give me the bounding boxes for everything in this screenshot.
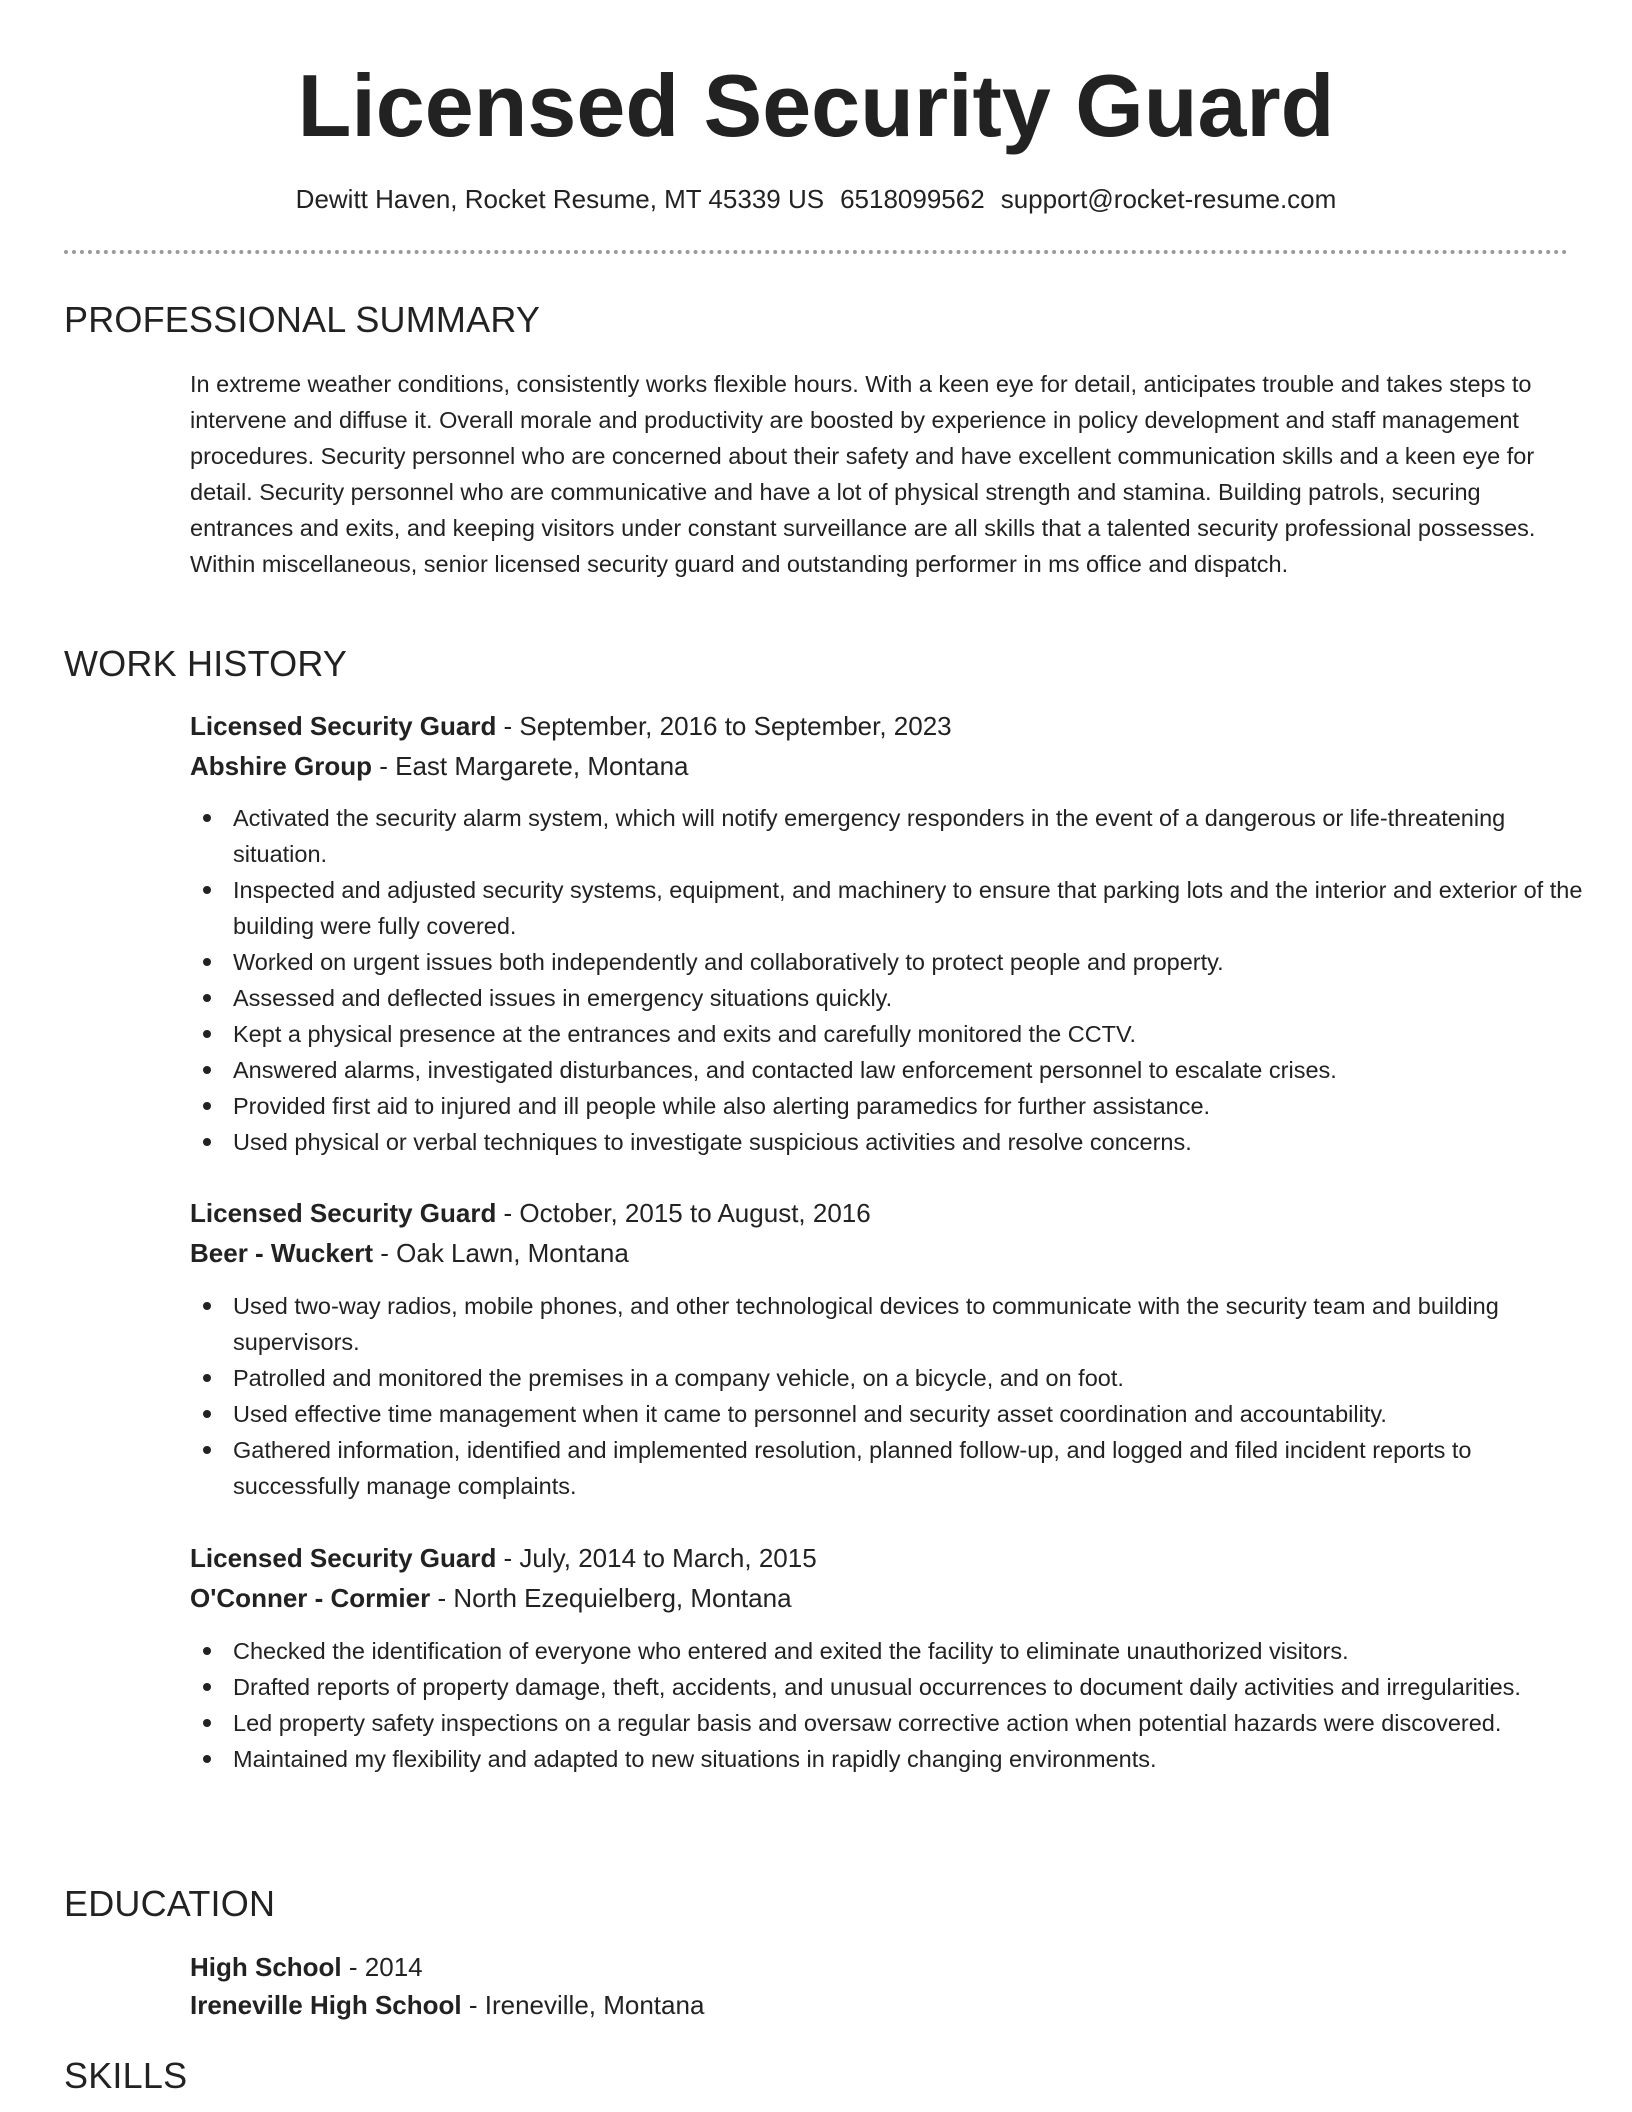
header-divider	[64, 250, 1568, 254]
list-item: Inspected and adjusted security systems, equipment, and machinery to ensure that parking lots and the interior and exterior of the building were fully covered.	[233, 872, 1603, 944]
list-item: Led property safety inspections on a regular basis and oversaw corrective action when potential hazards were discovered.	[233, 1705, 1603, 1741]
education-school: Ireneville High School	[190, 1990, 462, 2020]
list-item: Activated the security alarm system, which will notify emergency responders in the event of a dangerous or life-threatening situation.	[233, 800, 1603, 872]
section-title-education: EDUCATION	[64, 1883, 276, 1924]
job-company-line	[190, 749, 689, 783]
job-bullets	[190, 800, 1603, 1160]
job-dates: - September, 2016 to September, 2023	[496, 711, 952, 741]
job-title-line	[190, 1196, 871, 1230]
job-dates: - October, 2015 to August, 2016	[496, 1198, 871, 1228]
job-company: Abshire Group	[190, 751, 373, 781]
list-item: Used two-way radios, mobile phones, and other technological devices to communicate with the security team and building supervisors.	[233, 1288, 1603, 1360]
list-item: Answered alarms, investigated disturbances, and contacted law enforcement personnel to escalate crises.	[233, 1052, 1603, 1088]
contact-email: support@rocket-resume.com	[1000, 184, 1337, 214]
list-item: Gathered information, identified and implemented resolution, planned follow-up, and logged and filed incident reports to successfully manage complaints.	[233, 1432, 1603, 1504]
list-item: Kept a physical presence at the entrances and exits and carefully monitored the CCTV.	[233, 1016, 1603, 1052]
resume-name: Licensed Security Guard	[297, 56, 1335, 155]
education-year: - 2014	[341, 1952, 423, 1982]
list-item: Worked on urgent issues both independently and collaboratively to protect people and property.	[233, 944, 1603, 980]
education-degree-line	[190, 1950, 423, 1984]
section-title-summary: PROFESSIONAL SUMMARY	[64, 299, 541, 340]
education-degree: High School	[190, 1952, 342, 1982]
list-item: Patrolled and monitored the premises in a company vehicle, on a bicycle, and on foot.	[233, 1360, 1603, 1396]
list-item: Drafted reports of property damage, theft, accidents, and unusual occurrences to document daily activities and irregularities.	[233, 1669, 1603, 1705]
list-item: Maintained my flexibility and adapted to new situations in rapidly changing environments.	[233, 1741, 1603, 1777]
list-item: Used physical or verbal techniques to investigate suspicious activities and resolve concerns.	[233, 1124, 1603, 1160]
job-company-line	[190, 1581, 792, 1615]
education-school-line	[190, 1988, 704, 2022]
summary-text: In extreme weather conditions, consistently works flexible hours. With a keen eye for detail, anticipates trouble and takes steps to intervene and diffuse it. Overall morale and productivity are boosted by experience in policy development and staff management procedures. Security personnel who are concerned about their safety and have excellent communication skills and a keen eye for detail. Security personnel who are communicative and have a lot of physical strength and stamina. Building patrols, securing entrances and exits, and keeping visitors under constant surveillance are all skills that a talented security professional possesses. Within miscellaneous, senior licensed security guard and outstanding performer in ms office and dispatch.	[190, 371, 1536, 577]
job-title: Licensed Security Guard	[190, 1198, 497, 1228]
job-dates: - July, 2014 to March, 2015	[496, 1543, 817, 1573]
contact-line	[0, 182, 1632, 216]
section-title-work-history: WORK HISTORY	[64, 643, 348, 684]
job-company: Beer - Wuckert	[190, 1238, 374, 1268]
job-location: - North Ezequielberg, Montana	[430, 1583, 792, 1613]
job-company: O'Conner - Cormier	[190, 1583, 431, 1613]
contact-address: Dewitt Haven, Rocket Resume, MT 45339 US	[295, 184, 825, 214]
education-location: - Ireneville, Montana	[461, 1990, 705, 2020]
section-title-skills: SKILLS	[64, 2055, 188, 2096]
list-item: Checked the identification of everyone who entered and exited the facility to eliminate unauthorized visitors.	[233, 1633, 1603, 1669]
list-item: Assessed and deflected issues in emergency situations quickly.	[233, 980, 1603, 1016]
list-item: Provided first aid to injured and ill people while also alerting paramedics for further assistance.	[233, 1088, 1603, 1124]
job-title: Licensed Security Guard	[190, 1543, 497, 1573]
job-title-line	[190, 1541, 817, 1575]
job-title: Licensed Security Guard	[190, 711, 497, 741]
job-title-line	[190, 709, 952, 743]
job-location: - Oak Lawn, Montana	[373, 1238, 629, 1268]
contact-phone: 6518099562	[840, 184, 985, 214]
job-company-line	[190, 1236, 629, 1270]
job-bullets	[190, 1633, 1603, 1777]
job-bullets	[190, 1288, 1603, 1504]
list-item: Used effective time management when it came to personnel and security asset coordination and accountability.	[233, 1396, 1603, 1432]
job-location: - East Margarete, Montana	[372, 751, 689, 781]
